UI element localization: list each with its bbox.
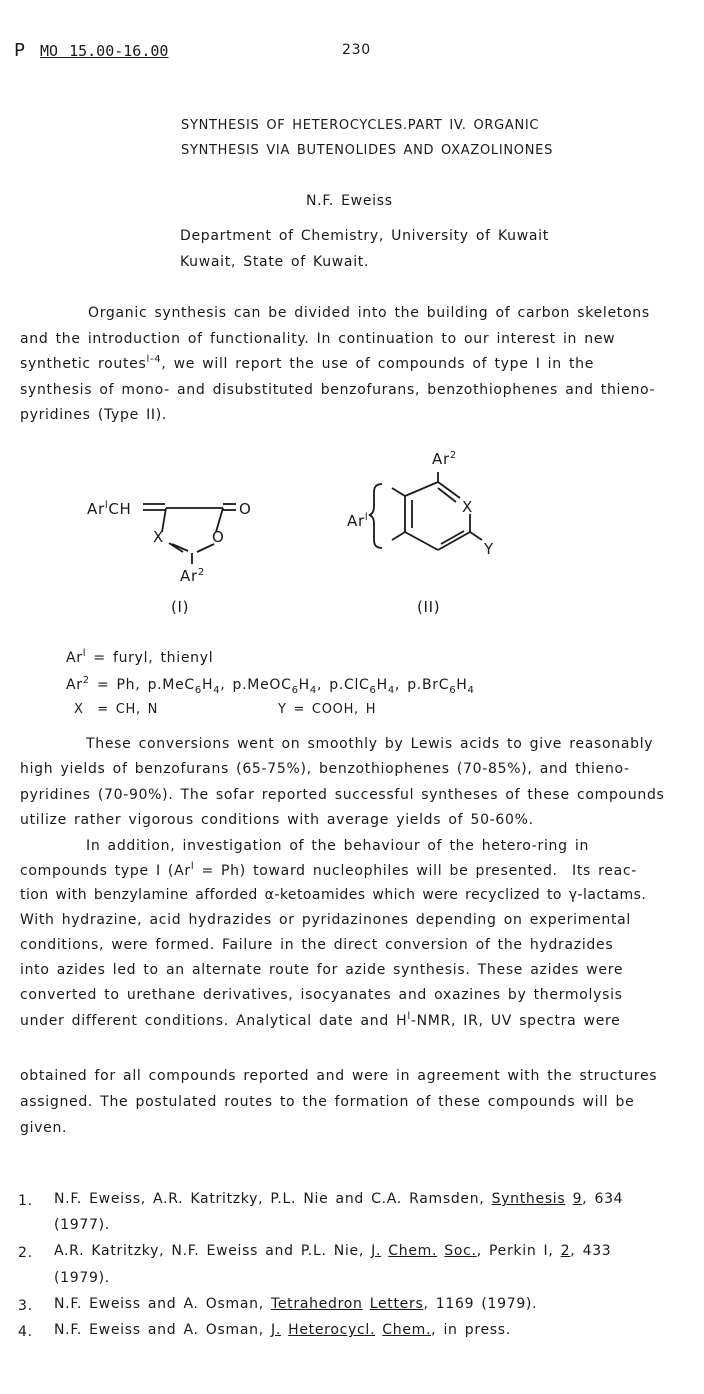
reference-text: A.R. Katritzky, N.F. Eweiss and P.L. Nie, J. Chem. Soc., Perkin I, 2, 433 bbox=[54, 1243, 612, 1259]
text-line: into azides led to an alternate route for azide synthesis. These azides were bbox=[20, 962, 624, 978]
text-line: pyridines (70-90%). The sofar reported successful syntheses of these compounds bbox=[20, 787, 665, 803]
text-span: = Ph) toward nucleophiles will be presented. Its reac- bbox=[194, 863, 638, 879]
reference-number: 3. bbox=[18, 1298, 33, 1314]
text-line: tion with benzylamine afforded α-ketoamides which were recyclized to γ-lactams. bbox=[20, 887, 647, 903]
section-letter: P bbox=[14, 40, 26, 61]
superscript: l-4 bbox=[146, 354, 162, 365]
text-line: converted to urethane derivatives, isocyanates and oxazines by thermolysis bbox=[20, 987, 623, 1003]
struct1-ar2: Ar$^2$ bbox=[180, 567, 205, 585]
def-value: = CH, N bbox=[97, 702, 159, 717]
struct2-ar2: Ar$^2$ bbox=[432, 450, 457, 468]
text-span: , we will report the use of compounds of type I in the bbox=[161, 356, 595, 372]
ar2-sub-3: $p.ClC_6H_4$, bbox=[329, 677, 408, 696]
text-line bbox=[20, 1012, 620, 1030]
text-span: compounds type I (Ar bbox=[20, 863, 191, 879]
reference-year: (1977). bbox=[54, 1217, 110, 1233]
struct1-ring-o: O bbox=[212, 528, 225, 546]
text-line: and the introduction of functionality. In continuation to our interest in new bbox=[20, 331, 616, 347]
reference-number: 1. bbox=[18, 1193, 33, 1209]
ar2-sub-4: $p.BrC_6H_4$ bbox=[407, 677, 475, 696]
text-line: These conversions went on smoothly by Lewis acids to give reasonably bbox=[86, 736, 654, 752]
affiliation-line1: Department of Chemistry, University of Kuwait bbox=[180, 228, 549, 244]
struct2-y: Y bbox=[484, 540, 494, 558]
text-span: under different conditions. Analytical date and H bbox=[20, 1013, 408, 1029]
def-ar1 bbox=[66, 650, 213, 666]
def-ar2 bbox=[66, 675, 475, 696]
text-line: assigned. The postulated routes to the formation of these compounds will be bbox=[20, 1094, 635, 1110]
text-line: conditions, were formed. Failure in the direct conversion of the hydrazides bbox=[20, 937, 614, 953]
text-line: synthesis of mono- and disubstituted benzofurans, benzothiophenes and thieno- bbox=[20, 382, 656, 398]
def-x bbox=[74, 702, 158, 717]
text-line: utilize rather vigorous conditions with average yields of 50-60%. bbox=[20, 812, 534, 828]
text-span: synthetic routes bbox=[20, 356, 147, 372]
text-line: obtained for all compounds reported and were in agreement with the structures bbox=[20, 1068, 658, 1084]
superscript: l bbox=[190, 861, 195, 872]
reference-number: 2. bbox=[18, 1245, 33, 1261]
def-y bbox=[278, 702, 376, 717]
paper-title-line2: SYNTHESIS VIA BUTENOLIDES AND OXAZOLINONES bbox=[181, 143, 554, 158]
text-line bbox=[20, 862, 637, 880]
reference-year: (1979). bbox=[54, 1270, 110, 1286]
reference-text: N.F. Eweiss and A. Osman, J. Heterocycl. Chem., in press. bbox=[54, 1322, 511, 1338]
text-line: With hydrazine, acid hydrazides or pyridazinones depending on experimental bbox=[20, 912, 631, 928]
text-line: pyridines (Type II). bbox=[20, 407, 168, 423]
structure-figure bbox=[0, 440, 704, 620]
def-label: Ar bbox=[66, 677, 83, 693]
text-span: -NMR, IR, UV spectra were bbox=[410, 1013, 621, 1029]
struct1-ar1: Ar$^l$CH bbox=[87, 500, 132, 518]
affiliation-line2: Kuwait, State of Kuwait. bbox=[180, 254, 370, 270]
def-label: Y bbox=[278, 702, 287, 717]
struct2-x: X bbox=[462, 498, 473, 516]
superscript: l bbox=[407, 1011, 411, 1022]
page-number: 230 bbox=[342, 42, 371, 58]
reference-text: N.F. Eweiss and A. Osman, Tetrahedron Letters, 1169 (1979). bbox=[54, 1296, 538, 1312]
def-label: Ar bbox=[66, 650, 83, 666]
def-label: X bbox=[74, 702, 84, 717]
author: N.F. Eweiss bbox=[306, 193, 393, 209]
ar2-sub-2: $p.MeOC_6H_4$, bbox=[232, 677, 330, 696]
superscript: l bbox=[82, 648, 87, 659]
struct2-ar1: Ar$^l$ bbox=[347, 512, 369, 530]
struct1-carbonyl-o: O bbox=[239, 500, 252, 518]
def-value: = furyl, thienyl bbox=[93, 650, 214, 666]
paper-title-line1: SYNTHESIS OF HETEROCYCLES.PART IV. ORGANIC bbox=[181, 118, 540, 133]
session-time: MO 15.00-16.00 bbox=[40, 42, 169, 60]
text-line: high yields of benzofurans (65-75%), benzothiophenes (70-85%), and thieno- bbox=[20, 761, 630, 777]
reference-number: 4. bbox=[18, 1324, 33, 1340]
text-line: In addition, investigation of the behaviour of the hetero-ring in bbox=[86, 838, 590, 854]
struct1-x: X bbox=[153, 528, 164, 546]
ar2-sub-1: $p.MeC_6H_4$, bbox=[147, 677, 233, 696]
text-line: Organic synthesis can be divided into the building of carbon skeletons bbox=[88, 305, 650, 321]
superscript: 2 bbox=[82, 675, 90, 686]
text-line: given. bbox=[20, 1120, 68, 1136]
def-value: = COOH, H bbox=[293, 702, 377, 717]
struct2-label: (II) bbox=[417, 598, 441, 616]
reference-text: N.F. Eweiss, A.R. Katritzky, P.L. Nie and C.A. Ramsden, Synthesis 9, 634 bbox=[54, 1191, 624, 1207]
def-value: = Ph, bbox=[96, 677, 148, 693]
text-line bbox=[20, 355, 594, 373]
struct1-label: (I) bbox=[171, 598, 190, 616]
